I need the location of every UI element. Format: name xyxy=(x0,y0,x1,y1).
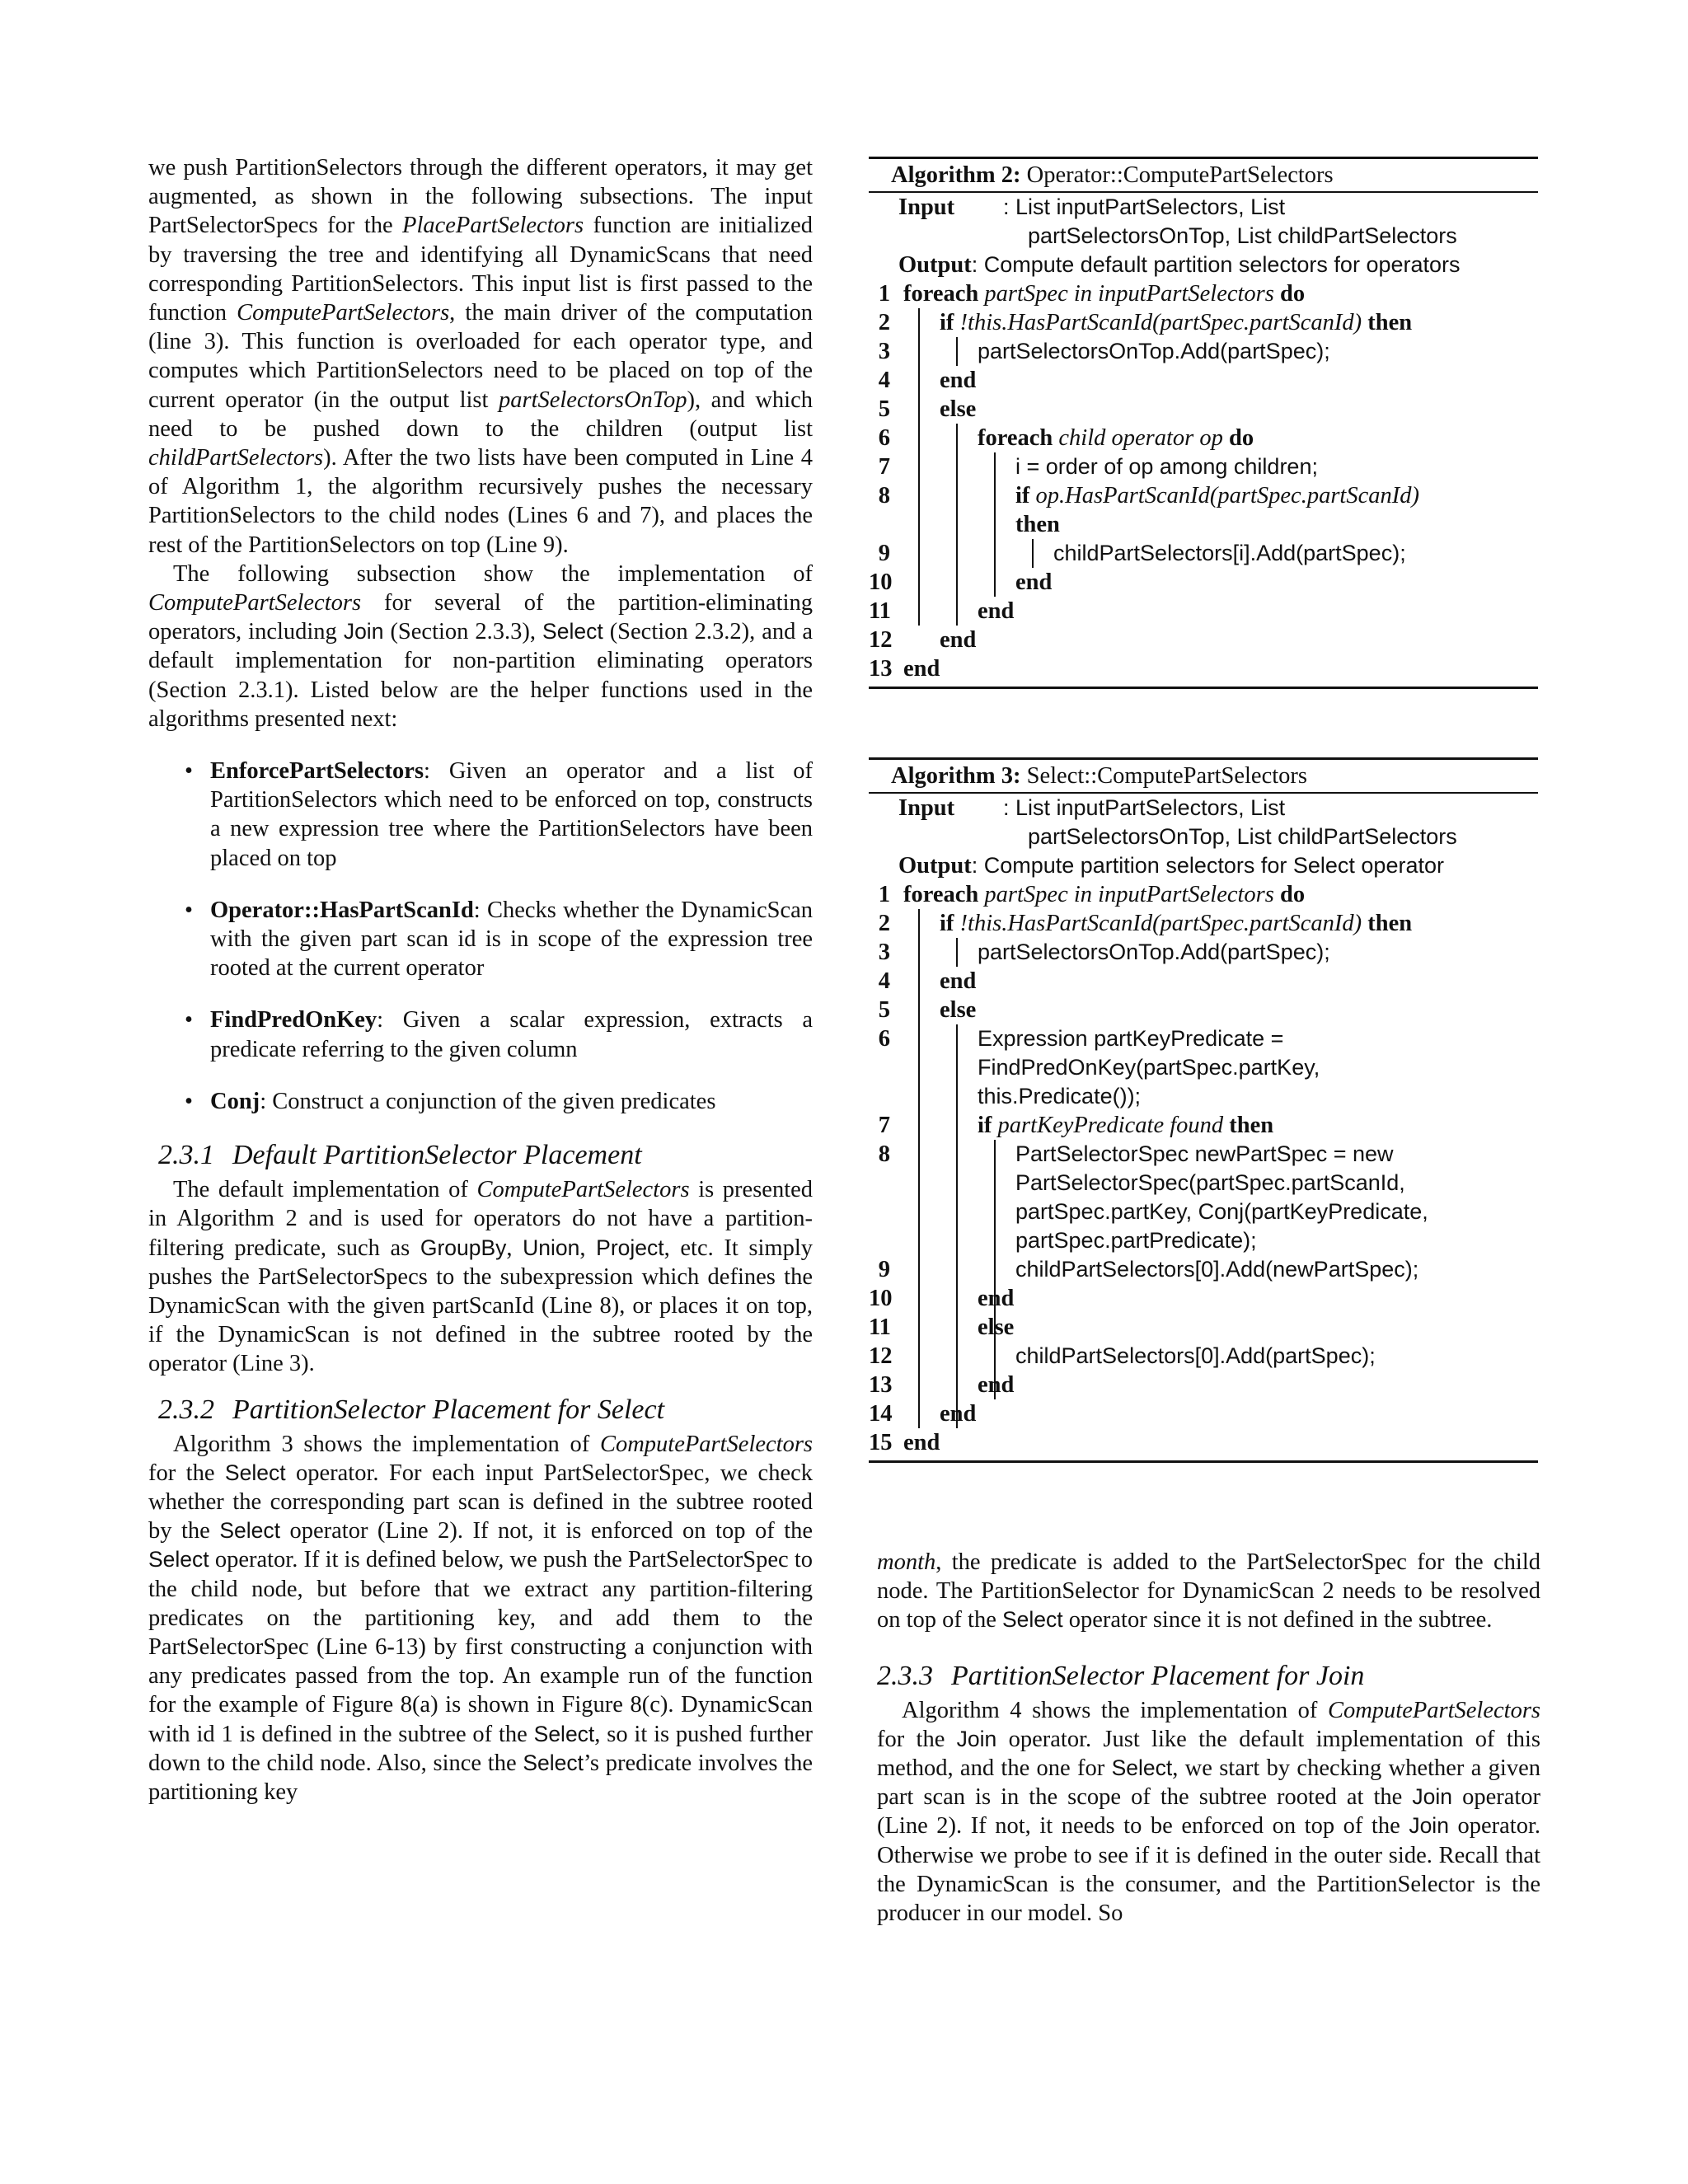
algorithm-3-body: 1 foreach partSpec in inputPartSelectors do 2 if !this.HasPartScanId(partSpec.partScanId) then 3 partSelectorsOnTop.Add(partSpec); 4 end 5 else 6 Expression partKeyPredicate = FindPredOnKey(partSpec.partKey, this.Predicate()); 7 if partKeyPredicate found then 8 PartSelectorSpec newPartSpec = new PartSelectorSpec(partSpec.partScanId, partSpec.partKey, Conj(partKeyPredicate, partSpec.partPredicate); 9 childPartSelectors[0].Add(newPartSpec); 10 end 11 else 12 childPartSelectors[0].Add(partSpec); 13 end 14 end 15 end xyxy=(869,882,1428,1455)
paragraph-select-continued: month, the predicate is added to the PartSelectorSpec for the child node. The PartitionSelector for DynamicScan 2 needs to be resolved on top of the Select operator since it is not defined in the subtree. xyxy=(877,1549,1540,1633)
algorithm-3-output: Output: Compute partition selectors for Select operator xyxy=(898,853,1444,879)
paragraph-join-placement: Algorithm 4 shows the implementation of ComputePartSelectors for the Join operator. Just like the default implementation of this method, and the one for Select, we start by checking whether a given part scan is in the scope of the subtree rooted at the Join operator (Line 2). If not, it needs to be enforced on top of the Join operator. Otherwise we probe to see if it is defined in the outer side. Recall that the DynamicScan is the consumer, and the PartitionSelector is the producer in our model. So xyxy=(877,1697,1541,1927)
algorithm-3-title: Algorithm 3: Select::ComputePartSelectors xyxy=(869,760,1538,794)
paragraph-helpers: The following subsection show the implementation of ComputePartSelectors for several of the partition-eliminating operators, including Join (Section 2.3.3), Select (Section 2.3.2), and a default implementation for non-partition eliminating operators (Section 2.3.1). Listed below are the helper functions used in the algorithms presented next: xyxy=(148,560,814,732)
helper-function-list xyxy=(148,757,813,1116)
algorithm-2-output: Output: Compute default partition selectors for operators xyxy=(898,252,1461,278)
list-item: • Conj: Construct a conjunction of the given predicates xyxy=(185,1088,716,1114)
right-column-text xyxy=(877,1548,1540,1928)
paragraph-default-placement: The default implementation of ComputePartSelectors is presented in Algorithm 2 and is used for operators do not have a partition-filtering predicate, such as GroupBy, Union, Project, etc. It simply pushes the PartSelectorSpecs to the subexpression which defines the DynamicScan with the given partScanId (Line 8), or places it on top, if the DynamicScan is not defined in the subtree rooted by the operator (Line 3). xyxy=(148,1177,814,1377)
algorithm-2-title: Algorithm 2: Operator::ComputePartSelectors xyxy=(869,159,1538,193)
algorithm-2 xyxy=(869,157,1538,689)
section-heading-2-3-3: 2.3.3 PartitionSelector Placement for Join xyxy=(877,1660,1365,1691)
algorithm-2-body: 1 foreach partSpec in inputPartSelectors do 2 if !this.HasPartScanId(partSpec.partScanId) then 3 partSelectorsOnTop.Add(partSpec); 4 end 5 else 6 foreach child operator op do 7 i = order of op among children; 8 if op.HasPartScanId(partSpec.partScanId) then 9 childPartSelectors[i].Add(partSpec); 10 end 11 end 12 end 13 end xyxy=(869,281,1419,682)
left-column xyxy=(148,153,813,1807)
algorithm-2-input: Input : List inputPartSelectors, List partSelectorsOnTop, List childPartSelectors xyxy=(898,194,1457,248)
algorithm-3 xyxy=(869,757,1538,1463)
paragraph-select-placement: Algorithm 3 shows the implementation of ComputePartSelectors for the Select operator. For each input PartSelectorSpec, we check whether the corresponding part scan is defined in the subtree rooted by the Select operator (Line 2). If not, it is enforced on top of the Select operator. If it is defined below, we push the PartSelectorSpec to the child node, but before that we extract any partition-filtering predicates on the partitioning key, and add them to the PartSelectorSpec (Line 6-13) by first constructing a conjunction with any predicates passed from the top. An example run of the function for the example of Figure 8(a) is shown in Figure 8(c). DynamicScan with id 1 is defined in the subtree of the Select, so it is pushed further down to the child node. Also, since the Select’s predicate involves the partitioning key xyxy=(148,1431,814,1805)
list-item: • Operator::HasPartScanId: Checks whether the DynamicScan with the given part scan id is in scope of the expression tree rooted at the current operator xyxy=(185,897,813,982)
paragraph-intro: we push PartitionSelectors through the different operators, it may get augmented, as shown in the following subsections. The input PartSelectorSpecs for the PlacePartSelectors function are initialized by traversing the tree and identifying all DynamicScans that need corresponding PartitionSelectors. This input list is first passed to the function ComputePartSelectors, the main driver of the computation (line 3). This function is overloaded for each operator type, and computes which PartitionSelectors need to be placed on top of the current operator (in the output list partSelectorsOnTop), and which need to be pushed down to the children (output list childPartSelectors). After the two lists have been computed in Line 4 of Algorithm 1, the algorithm recursively pushes the necessary PartitionSelectors to the child nodes (Lines 6 and 7), and places the rest of the PartitionSelectors on top (Line 9). xyxy=(148,155,814,558)
section-heading-2-3-2: 2.3.2 PartitionSelector Placement for Select xyxy=(158,1394,665,1425)
section-heading-2-3-1: 2.3.1 Default PartitionSelector Placement xyxy=(158,1140,642,1171)
list-item: • FindPredOnKey: Given a scalar expression, extracts a predicate referring to the given column xyxy=(185,1007,813,1062)
list-item: • EnforcePartSelectors: Given an operator and a list of PartitionSelectors which need to be enforced on top, constructs a new expression tree where the PartitionSelectors have been placed on top xyxy=(185,758,813,871)
algorithm-3-input: Input : List inputPartSelectors, List partSelectorsOnTop, List childPartSelectors xyxy=(898,795,1457,849)
